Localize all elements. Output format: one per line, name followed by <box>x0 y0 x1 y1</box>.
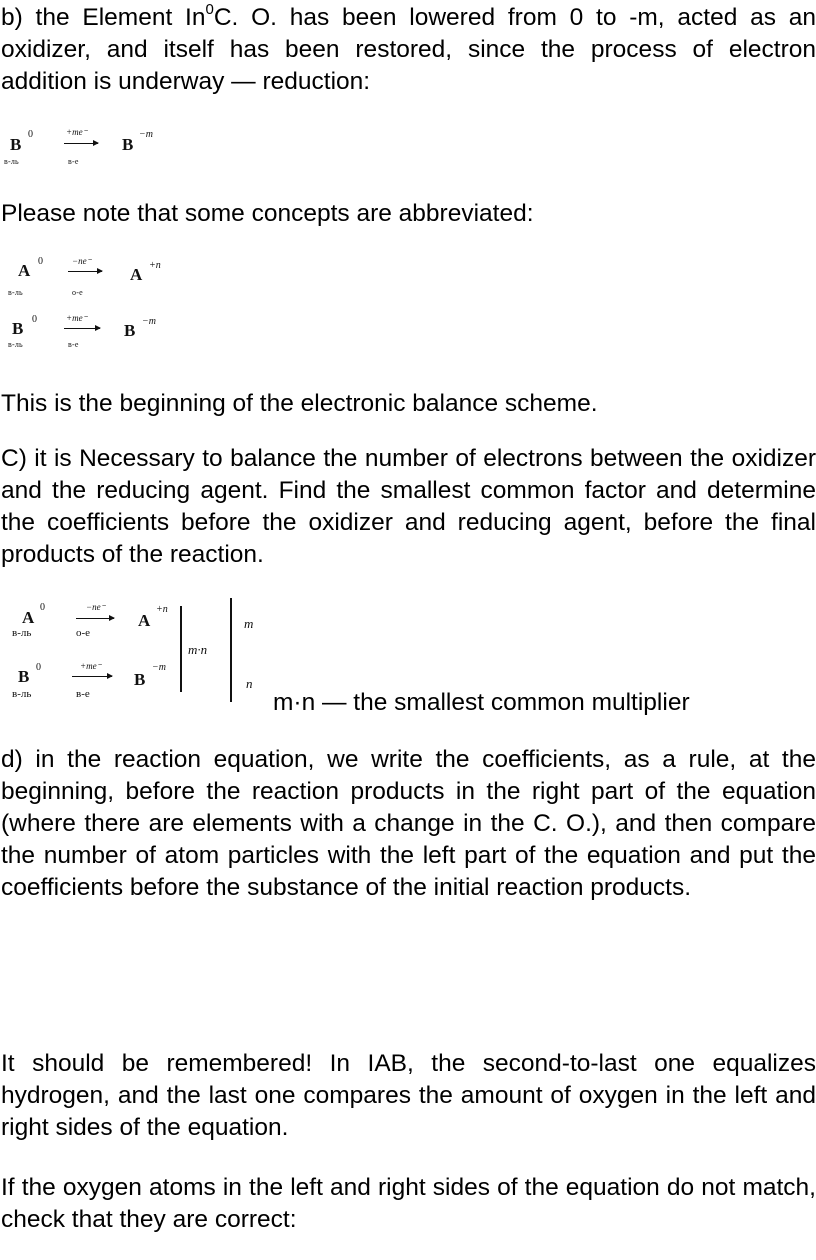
scheme1-left-symbol: B <box>10 135 22 154</box>
scheme2-row1-arrow-bottom: о-е <box>72 288 83 297</box>
scheme3-coef-n: n <box>246 676 253 691</box>
scheme3-row1-left-sub: в-ль <box>12 627 32 639</box>
scheme2-row1-left: A <box>18 261 31 280</box>
scheme2-row2-arrow-top: +me⁻ <box>66 313 88 323</box>
reduction-scheme <box>0 125 180 175</box>
scheme2-row2-right-sup: −m <box>142 316 156 327</box>
p1-text-after: C. O. has been lowered from 0 to -m, acted as an oxidizer, and itself has been restored, since the process of electron addition is underway — reduction: <box>1 4 816 95</box>
scheme3-row1-right: A <box>138 611 151 630</box>
scheme3-divider-left <box>180 606 182 692</box>
scheme3-row1-arrow-bottom: о-е <box>76 627 91 639</box>
p2-text: Please note that some concepts are abbreviated: <box>1 200 534 227</box>
scheme3-coef-m: m <box>244 616 254 631</box>
scheme3-lcm: m·n <box>188 642 208 657</box>
scheme2-row2-left-sup: 0 <box>32 314 37 325</box>
paragraph-abbreviations <box>1 198 816 230</box>
scheme3-row1-right-sup: +n <box>156 604 168 615</box>
scheme2-row2-arrow-bottom: в-е <box>68 340 79 349</box>
p1-text-before: b) the Element In <box>1 4 206 31</box>
scheme2-row2-arrow <box>64 328 100 329</box>
scheme3-row2-left-sup: 0 <box>36 662 41 673</box>
scheme3-row1-arrow-top: −ne⁻ <box>86 602 106 612</box>
scheme3-row2-left-sub: в-ль <box>12 688 32 700</box>
scheme1-left-sub: в-ль <box>4 157 19 166</box>
scheme2-row1-right-sup: +n <box>149 260 161 271</box>
p1-superscript: 0 <box>205 0 214 18</box>
scheme3-row2-arrow-top: +me⁻ <box>80 661 102 671</box>
scheme2-row2-left: B <box>12 319 24 338</box>
scheme2-row2-right: B <box>124 321 136 340</box>
paragraph-remember <box>1 1048 816 1144</box>
p6-text: d) in the reaction equation, we write the coefficients, as a rule, at the beginning, before the reaction products in the right part of the equation (where there are elements with a change in the C. O.), and then compare the number of atom particles with the left part of the equation and put the coefficients before the substance of the initial reaction products. <box>1 746 816 901</box>
p5-text: m·n — the smallest common multiplier <box>273 689 690 716</box>
scheme3-row2-right: B <box>134 670 146 689</box>
scheme2-row2-left-sub: в-ль <box>8 340 23 349</box>
scheme3-row1-arrow <box>76 618 114 619</box>
scheme1-arrow-top: +me⁻ <box>66 127 88 137</box>
scheme2-row1-right: A <box>130 265 143 284</box>
scheme2-row1-left-sub: в-ль <box>8 288 23 297</box>
scheme1-right-sup: −m <box>139 129 153 140</box>
scheme3-row2-left: B <box>18 667 30 686</box>
abbreviation-scheme <box>0 252 190 362</box>
p3-text: This is the beginning of the electronic balance scheme. <box>1 390 598 417</box>
paragraph-balance-start <box>1 388 816 420</box>
scheme2-row1-arrow-top: −ne⁻ <box>72 256 92 266</box>
scheme2-row1-arrow <box>68 271 102 272</box>
paragraph-lcm-caption <box>273 687 813 719</box>
paragraph-coefficients <box>1 744 816 904</box>
scheme1-left-sup: 0 <box>28 129 33 140</box>
p8-text: If the oxygen atoms in the left and right sides of the equation do not match, check that they are correct: <box>1 1174 816 1233</box>
scheme3-row2-arrow <box>72 676 112 677</box>
paragraph-oxygen-check <box>1 1172 816 1236</box>
scheme3-row1-left: A <box>22 608 35 627</box>
scheme3-row2-arrow-bottom: в-е <box>76 688 90 700</box>
p7-text: It should be remembered! In IAB, the second-to-last one equalizes hydrogen, and the last one compares the amount of oxygen in the left and right sides of the equation. <box>1 1050 816 1141</box>
paragraph-balance-electrons <box>1 443 816 571</box>
scheme1-arrow <box>64 143 98 144</box>
paragraph-reduction <box>1 2 816 98</box>
electronic-balance-scheme <box>0 598 272 710</box>
scheme2-row1-left-sup: 0 <box>38 256 43 267</box>
scheme1-arrow-bottom: в-е <box>68 157 79 166</box>
scheme1-right-symbol: B <box>122 135 134 154</box>
scheme3-row2-right-sup: −m <box>152 662 166 673</box>
scheme3-row1-left-sup: 0 <box>40 602 45 613</box>
scheme3-divider-right <box>230 598 232 702</box>
p4-text: C) it is Necessary to balance the number of electrons between the oxidizer and the reducing agent. Find the smallest common factor and determine the coefficients before the oxidizer and reducing agent, before the final products of the reaction. <box>1 445 816 568</box>
